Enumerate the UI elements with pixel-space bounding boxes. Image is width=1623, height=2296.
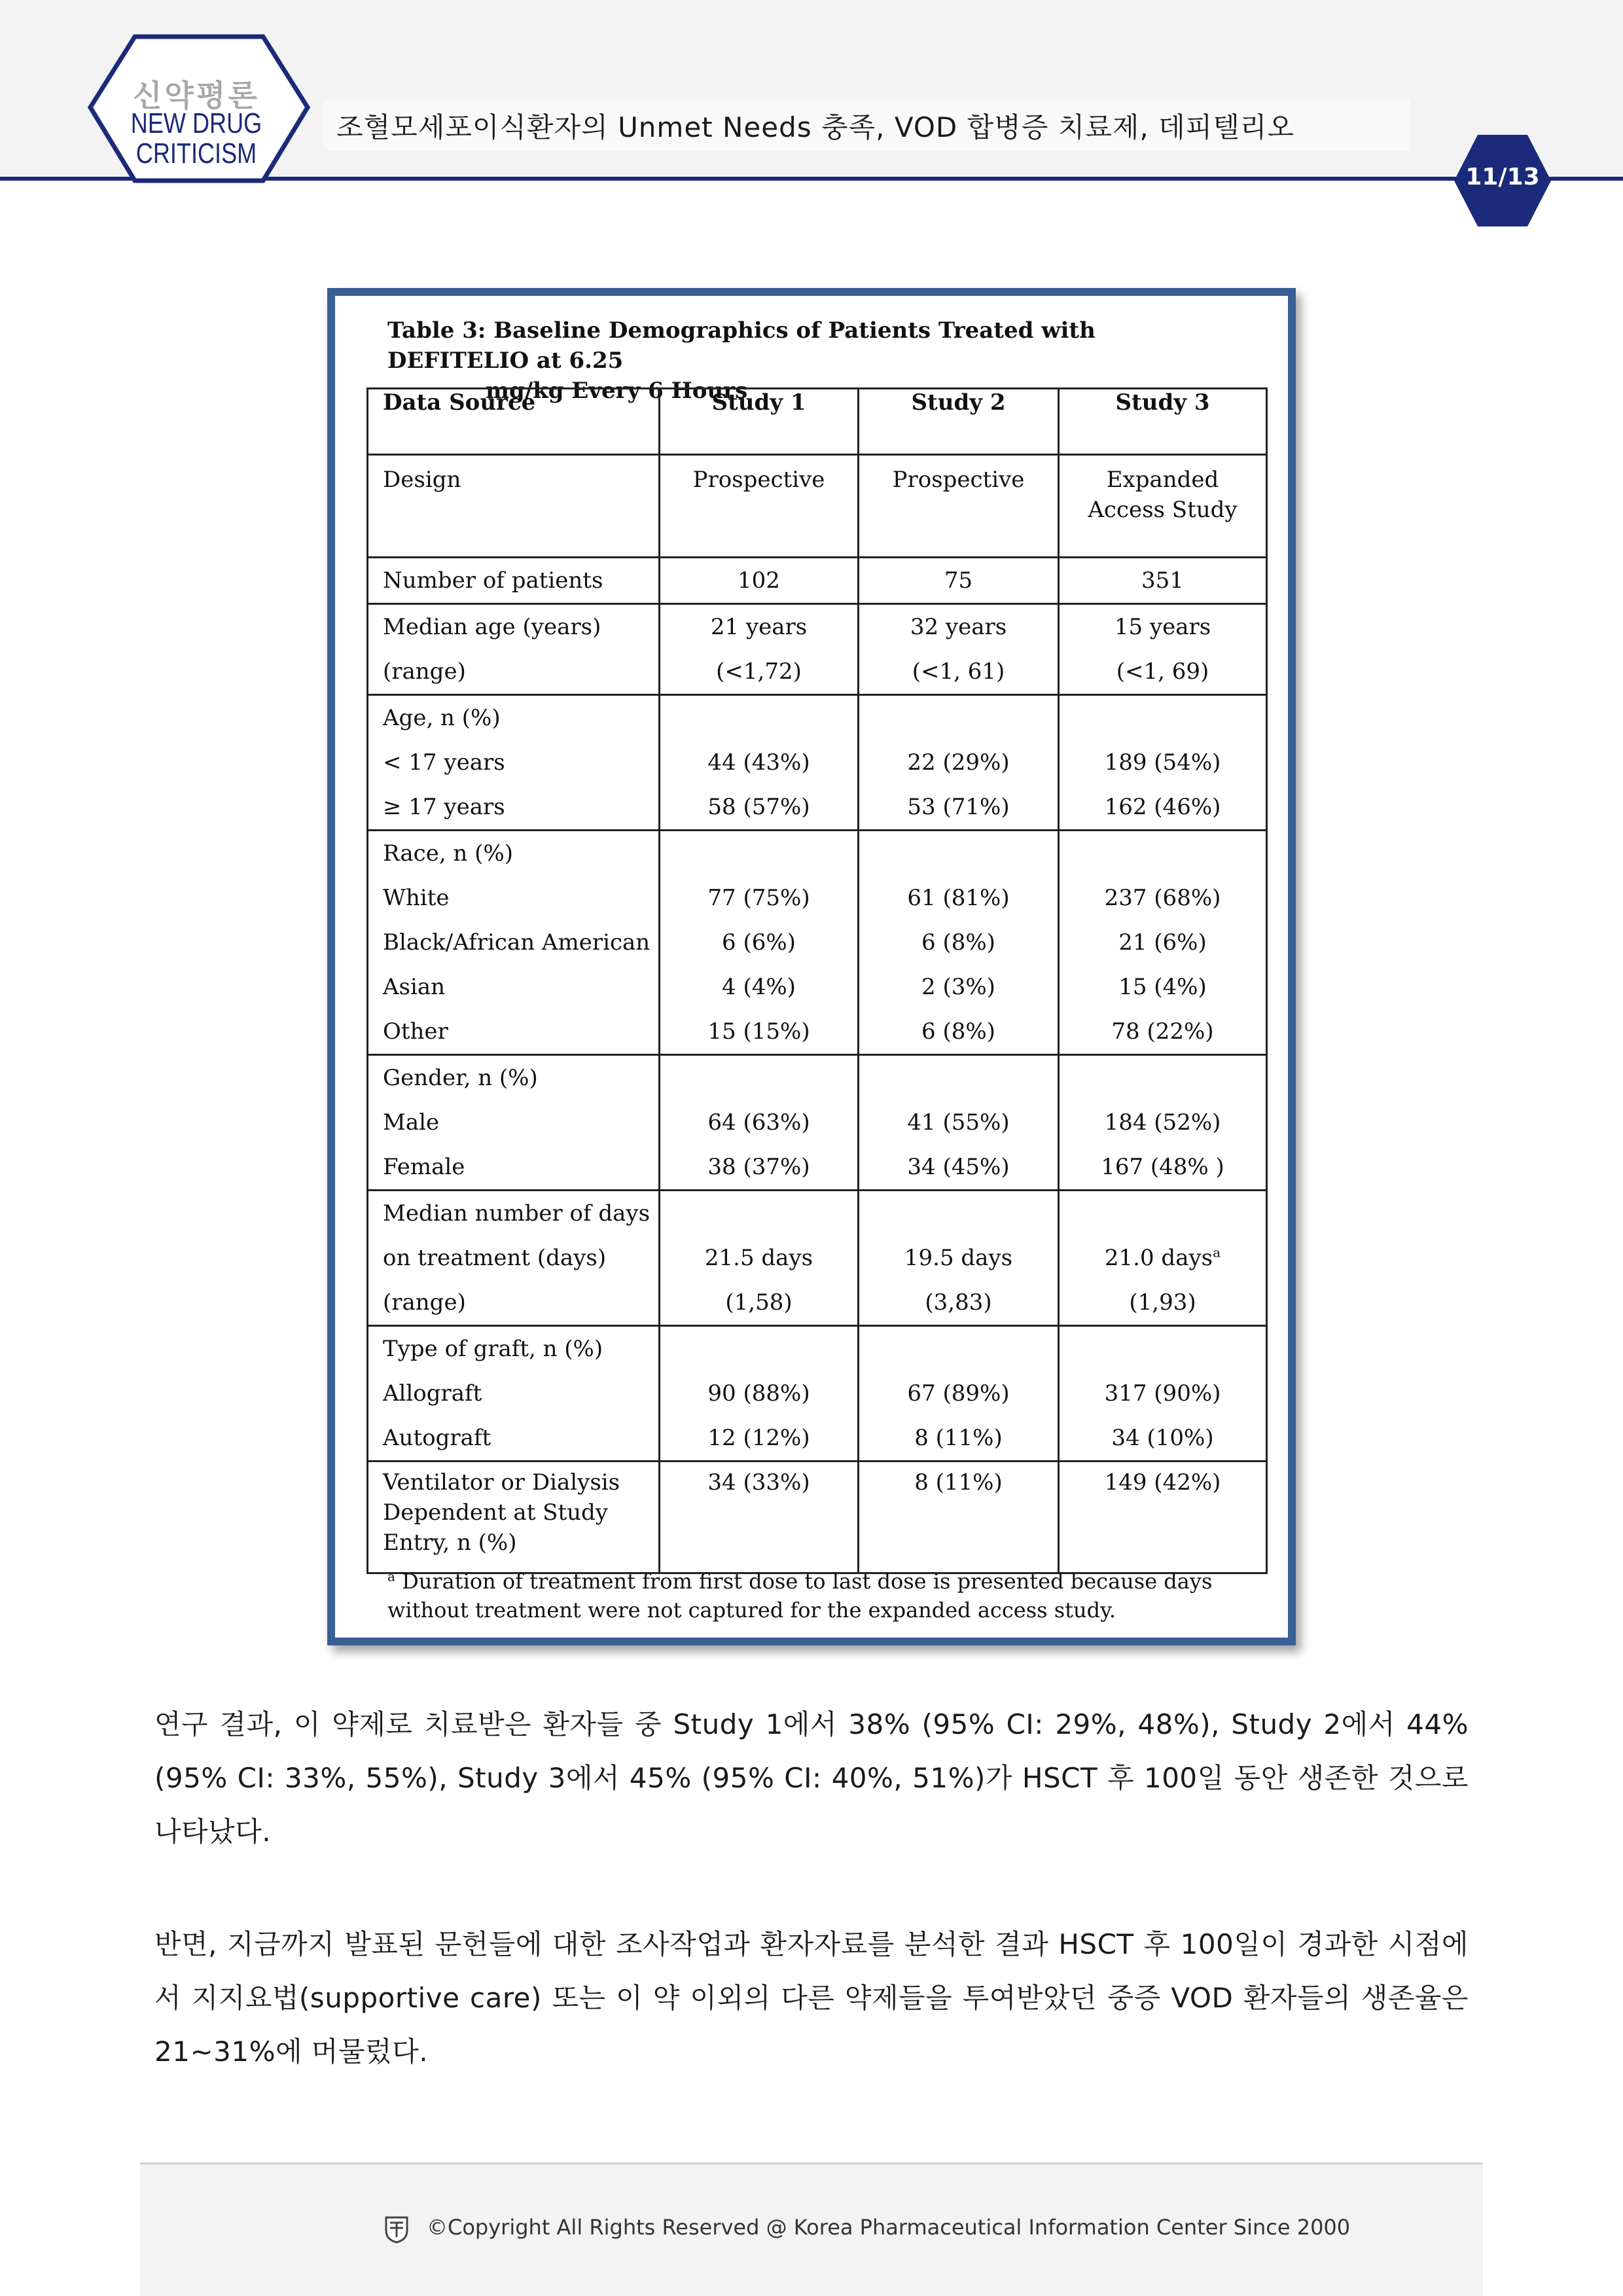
cell-value bbox=[660, 605, 857, 649]
row-label-line bbox=[383, 920, 658, 965]
study-1-cell bbox=[660, 1326, 859, 1462]
value-text: 189 (54%) bbox=[1104, 749, 1221, 776]
header-study-1: Study 1 bbox=[660, 389, 859, 455]
cell-value bbox=[660, 876, 857, 920]
study-2-cell bbox=[859, 1326, 1059, 1462]
value-text: 351 bbox=[1141, 567, 1184, 594]
study-1-cell bbox=[660, 558, 859, 604]
cell-value bbox=[660, 1100, 857, 1145]
label-text: Design bbox=[383, 467, 461, 493]
study-1-cell bbox=[660, 695, 859, 831]
value-text: 78 (22%) bbox=[1111, 1018, 1214, 1045]
superscript-a: a bbox=[1213, 1244, 1221, 1261]
label-text: Median number of days bbox=[383, 1200, 651, 1227]
value-text: (<1,72) bbox=[716, 658, 802, 685]
cell-value bbox=[660, 1467, 857, 1498]
cell-value bbox=[1060, 1528, 1266, 1558]
value-text: 77 (75%) bbox=[707, 885, 810, 911]
value-text: Prospective bbox=[892, 467, 1025, 493]
study-3-cell bbox=[1059, 604, 1267, 695]
value-text: 12 (12%) bbox=[707, 1425, 810, 1451]
value-text: 22 (29%) bbox=[907, 749, 1010, 776]
paragraph-comparison: 반면, 지금까지 발표된 문헌들에 대한 조사작업과 환자자료를 분석한 결과 HSCT 후 100일이 경과한 시점에서 지지요법(supportive care) 또는 이 약 이외의 다른 약제들을 투여받았던 중증 VOD 환자들의 생존율은 21~31%에 머물렀다. bbox=[154, 1928, 1469, 2068]
cell-value bbox=[1060, 785, 1266, 829]
cell-value bbox=[859, 1528, 1058, 1558]
label-text: Asian bbox=[383, 974, 446, 1000]
cell-value bbox=[1060, 1371, 1266, 1416]
study-3-cell bbox=[1059, 558, 1267, 604]
row-label-cell bbox=[368, 604, 660, 695]
shield-logo-icon bbox=[383, 2215, 410, 2244]
cell-value bbox=[859, 1145, 1058, 1189]
table-header-row bbox=[368, 389, 1267, 455]
value-text: 6 (8%) bbox=[921, 929, 995, 956]
cell-value bbox=[660, 1145, 857, 1189]
value-text: 2 (3%) bbox=[921, 974, 995, 1000]
label-text: (range) bbox=[383, 658, 466, 685]
cell-value bbox=[1060, 1056, 1266, 1100]
logo-english-line1: NEW DRUG bbox=[130, 107, 262, 139]
label-text: Race, n (%) bbox=[383, 840, 513, 867]
value-text: 184 (52%) bbox=[1104, 1109, 1221, 1136]
cell-value bbox=[1060, 495, 1266, 525]
value-text: 317 (90%) bbox=[1104, 1380, 1221, 1407]
row-label-line bbox=[383, 465, 658, 495]
row-label-line bbox=[383, 785, 658, 829]
table-figure bbox=[327, 288, 1296, 1645]
study-1-cell bbox=[660, 1191, 859, 1326]
row-label-line bbox=[383, 831, 658, 876]
label-text: < 17 years bbox=[383, 749, 505, 776]
table-row bbox=[368, 1055, 1267, 1191]
label-text: Number of patients bbox=[383, 567, 603, 594]
label-text: Dependent at Study bbox=[383, 1499, 608, 1526]
footnote-text: Duration of treatment from first dose to last dose is presented because days without treatment were not captured for the expanded access study. bbox=[387, 1569, 1213, 1623]
cell-value bbox=[660, 1056, 857, 1100]
table-row bbox=[368, 455, 1267, 558]
cell-value bbox=[1060, 1191, 1266, 1236]
cell-value bbox=[1060, 1467, 1266, 1498]
value-text: 237 (68%) bbox=[1104, 885, 1221, 911]
label-text: (range) bbox=[383, 1289, 466, 1316]
table-title-line1: Table 3: Baseline Demographics of Patients Treated with DEFITELIO at 6.25 bbox=[387, 317, 1096, 374]
label-text: Autograft bbox=[383, 1425, 491, 1451]
value-text: 15 (15%) bbox=[707, 1018, 810, 1045]
value-text: (1,58) bbox=[725, 1289, 793, 1316]
row-label-line bbox=[383, 605, 658, 649]
value-text: 6 (8%) bbox=[921, 1018, 995, 1045]
row-label-line bbox=[383, 696, 658, 740]
label-text: ≥ 17 years bbox=[383, 794, 505, 820]
row-label-line bbox=[383, 740, 658, 785]
value-text: (1,93) bbox=[1129, 1289, 1196, 1316]
label-text: Allograft bbox=[383, 1380, 482, 1407]
cell-value bbox=[1060, 1280, 1266, 1325]
value-text: Expanded bbox=[1106, 467, 1219, 493]
cell-value bbox=[1060, 1327, 1266, 1371]
label-text: Black/African American bbox=[383, 929, 651, 956]
row-label-cell bbox=[368, 455, 660, 558]
row-label-line bbox=[383, 1416, 658, 1460]
row-label-line bbox=[383, 1191, 658, 1236]
cell-value bbox=[660, 465, 857, 495]
cell-value bbox=[660, 696, 857, 740]
label-text: Age, n (%) bbox=[383, 705, 501, 731]
cell-value bbox=[1060, 831, 1266, 876]
cell-value bbox=[1060, 1236, 1266, 1280]
value-text: (<1, 69) bbox=[1116, 658, 1209, 685]
table-row bbox=[368, 558, 1267, 604]
study-1-cell bbox=[660, 831, 859, 1055]
cell-value bbox=[1060, 1498, 1266, 1528]
value-text: (3,83) bbox=[925, 1289, 992, 1316]
cell-value bbox=[660, 1327, 857, 1371]
cell-value bbox=[660, 1528, 857, 1558]
cell-value bbox=[859, 876, 1058, 920]
study-3-cell bbox=[1059, 1462, 1267, 1573]
row-label-cell bbox=[368, 558, 660, 604]
value-text: 34 (45%) bbox=[907, 1154, 1010, 1180]
value-text: 61 (81%) bbox=[907, 885, 1010, 911]
label-text: Entry, n (%) bbox=[383, 1530, 517, 1556]
label-text: White bbox=[383, 885, 450, 911]
cell-value bbox=[660, 831, 857, 876]
cell-value bbox=[1060, 876, 1266, 920]
cell-value bbox=[1060, 558, 1266, 603]
study-1-cell bbox=[660, 1462, 859, 1573]
study-1-cell bbox=[660, 1055, 859, 1191]
table-title-line2: mg/kg Every 6 Hours bbox=[486, 378, 748, 404]
label-text: Median age (years) bbox=[383, 614, 601, 640]
study-3-cell bbox=[1059, 455, 1267, 558]
copyright-text: ©Copyright All Rights Reserved @ Korea Pharmaceutical Information Center Since 2000 bbox=[427, 2215, 1351, 2240]
table-footnote bbox=[387, 1567, 1264, 1624]
cell-value bbox=[660, 558, 857, 603]
label-text: Female bbox=[383, 1154, 465, 1180]
table-row bbox=[368, 1462, 1267, 1573]
cell-value bbox=[859, 558, 1058, 603]
table-row bbox=[368, 831, 1267, 1055]
row-label-line bbox=[383, 1009, 658, 1054]
value-text: 162 (46%) bbox=[1104, 794, 1221, 820]
cell-value bbox=[859, 1371, 1058, 1416]
study-2-cell bbox=[859, 831, 1059, 1055]
value-text: (<1, 61) bbox=[912, 658, 1005, 685]
value-text: 34 (33%) bbox=[707, 1469, 810, 1496]
value-text: 38 (37%) bbox=[707, 1154, 810, 1180]
row-label-line bbox=[383, 965, 658, 1009]
cell-value bbox=[859, 465, 1058, 495]
value-text: 53 (71%) bbox=[907, 794, 1010, 820]
value-text: 58 (57%) bbox=[707, 794, 810, 820]
value-text: 102 bbox=[738, 567, 780, 594]
cell-value bbox=[1060, 649, 1266, 694]
value-text: 6 (6%) bbox=[722, 929, 796, 956]
study-1-cell bbox=[660, 455, 859, 558]
row-label-line bbox=[383, 1498, 658, 1528]
cell-value bbox=[660, 785, 857, 829]
value-text: Prospective bbox=[692, 467, 825, 493]
row-label-line bbox=[383, 1528, 658, 1558]
study-1-cell bbox=[660, 604, 859, 695]
cell-value bbox=[660, 1498, 857, 1528]
cell-value bbox=[859, 831, 1058, 876]
row-label-line bbox=[383, 1280, 658, 1325]
header-study-3: Study 3 bbox=[1059, 389, 1267, 455]
cell-value bbox=[859, 785, 1058, 829]
row-label-cell bbox=[368, 1191, 660, 1326]
row-label-cell bbox=[368, 1055, 660, 1191]
value-text: 64 (63%) bbox=[707, 1109, 810, 1136]
cell-value bbox=[1060, 696, 1266, 740]
row-label-cell bbox=[368, 695, 660, 831]
cell-value bbox=[1060, 1100, 1266, 1145]
page-title: 조혈모세포이식환자의 Unmet Needs 충족, VOD 합병증 치료제, 데피텔리오 bbox=[336, 111, 1294, 143]
cell-value bbox=[859, 696, 1058, 740]
value-text: Access Study bbox=[1088, 497, 1238, 523]
value-text: 21 (6%) bbox=[1118, 929, 1207, 956]
cell-value bbox=[859, 1009, 1058, 1054]
cell-value bbox=[660, 1280, 857, 1325]
cell-value bbox=[859, 1280, 1058, 1325]
logo-korean: 신약평론 bbox=[133, 78, 260, 113]
cell-value bbox=[660, 1371, 857, 1416]
cell-value bbox=[1060, 1416, 1266, 1460]
value-text: 15 years bbox=[1114, 614, 1211, 640]
study-2-cell bbox=[859, 695, 1059, 831]
cell-value bbox=[859, 1416, 1058, 1460]
value-text: 15 (4%) bbox=[1118, 974, 1207, 1000]
cell-value bbox=[859, 1327, 1058, 1371]
cell-value bbox=[1060, 1145, 1266, 1189]
value-text: 67 (89%) bbox=[907, 1380, 1010, 1407]
cell-value bbox=[859, 605, 1058, 649]
value-text: 32 years bbox=[910, 614, 1007, 640]
cell-value bbox=[1060, 1009, 1266, 1054]
row-label-line bbox=[383, 1327, 658, 1371]
cell-value bbox=[859, 1498, 1058, 1528]
study-2-cell bbox=[859, 1462, 1059, 1573]
value-text: 41 (55%) bbox=[907, 1109, 1010, 1136]
cell-value bbox=[660, 965, 857, 1009]
study-2-cell bbox=[859, 1191, 1059, 1326]
cell-value bbox=[1060, 740, 1266, 785]
label-text: Male bbox=[383, 1109, 440, 1136]
cell-value bbox=[1060, 920, 1266, 965]
row-label-line bbox=[383, 1236, 658, 1280]
cell-value bbox=[859, 920, 1058, 965]
study-3-cell bbox=[1059, 831, 1267, 1055]
cell-value bbox=[660, 920, 857, 965]
header-data-source: Data Source bbox=[368, 389, 660, 455]
cell-value bbox=[1060, 465, 1266, 495]
study-2-cell bbox=[859, 604, 1059, 695]
cell-value bbox=[859, 1236, 1058, 1280]
cell-value bbox=[660, 740, 857, 785]
value-text: 90 (88%) bbox=[707, 1380, 810, 1407]
footnote-marker: a bbox=[387, 1568, 395, 1585]
logo-english-line2: CRITICISM bbox=[135, 137, 257, 170]
study-3-cell bbox=[1059, 1326, 1267, 1462]
row-label-line bbox=[383, 1056, 658, 1100]
row-label-line bbox=[383, 649, 658, 694]
study-3-cell bbox=[1059, 1055, 1267, 1191]
label-text: Type of graft, n (%) bbox=[383, 1336, 603, 1362]
table-row bbox=[368, 1191, 1267, 1326]
row-label-line bbox=[383, 1467, 658, 1498]
value-text: 167 (48% ) bbox=[1101, 1154, 1224, 1180]
cell-value bbox=[859, 740, 1058, 785]
label-text: on treatment (days) bbox=[383, 1245, 607, 1271]
row-label-line bbox=[383, 1371, 658, 1416]
label-text: Other bbox=[383, 1018, 448, 1045]
value-text: 4 (4%) bbox=[722, 974, 796, 1000]
cell-value bbox=[859, 1467, 1058, 1498]
cell-value bbox=[859, 1100, 1058, 1145]
study-3-cell bbox=[1059, 695, 1267, 831]
value-text: 44 (43%) bbox=[707, 749, 810, 776]
cell-value bbox=[660, 649, 857, 694]
value-text: 21.0 days bbox=[1104, 1245, 1213, 1271]
value-text: 34 (10%) bbox=[1111, 1425, 1214, 1451]
cell-value bbox=[660, 1416, 857, 1460]
value-text: 149 (42%) bbox=[1104, 1469, 1221, 1496]
value-text: 19.5 days bbox=[904, 1245, 1013, 1271]
study-2-cell bbox=[859, 1055, 1059, 1191]
study-2-cell bbox=[859, 558, 1059, 604]
cell-value bbox=[660, 1009, 857, 1054]
cell-value bbox=[859, 1191, 1058, 1236]
value-text: 75 bbox=[944, 567, 973, 594]
row-label-cell bbox=[368, 1462, 660, 1573]
cell-value bbox=[1060, 605, 1266, 649]
cell-value bbox=[660, 1236, 857, 1280]
label-text: Gender, n (%) bbox=[383, 1065, 538, 1091]
page-number: 11/13 bbox=[1465, 164, 1540, 190]
cell-value bbox=[660, 1191, 857, 1236]
paragraph-results: 연구 결과, 이 약제로 치료받은 환자들 중 Study 1에서 38% (95% CI: 29%, 48%), Study 2에서 44% (95% CI: 33%, 55%), Study 3에서 45% (95% CI: 40%, 51%)가 HSCT 후 100일 동안 생존한 것으로 나타났다. bbox=[154, 1708, 1469, 1848]
row-label-cell bbox=[368, 1326, 660, 1462]
row-label-line bbox=[383, 558, 658, 603]
study-2-cell bbox=[859, 455, 1059, 558]
demographics-table bbox=[366, 387, 1268, 1574]
row-label-line bbox=[383, 876, 658, 920]
row-label-line bbox=[383, 1100, 658, 1145]
header-study-2: Study 2 bbox=[859, 389, 1059, 455]
table-row bbox=[368, 1326, 1267, 1462]
value-text: 21 years bbox=[710, 614, 808, 640]
value-text: 8 (11%) bbox=[914, 1469, 1003, 1496]
row-label-cell bbox=[368, 831, 660, 1055]
label-text: Ventilator or Dialysis bbox=[383, 1469, 620, 1496]
cell-value bbox=[859, 965, 1058, 1009]
study-3-cell bbox=[1059, 1191, 1267, 1326]
value-text: 8 (11%) bbox=[914, 1425, 1003, 1451]
value-text: 21.5 days bbox=[704, 1245, 813, 1271]
cell-value bbox=[859, 649, 1058, 694]
table-row bbox=[368, 695, 1267, 831]
cell-value bbox=[859, 1056, 1058, 1100]
row-label-line bbox=[383, 1145, 658, 1189]
table-row bbox=[368, 604, 1267, 695]
cell-value bbox=[1060, 965, 1266, 1009]
